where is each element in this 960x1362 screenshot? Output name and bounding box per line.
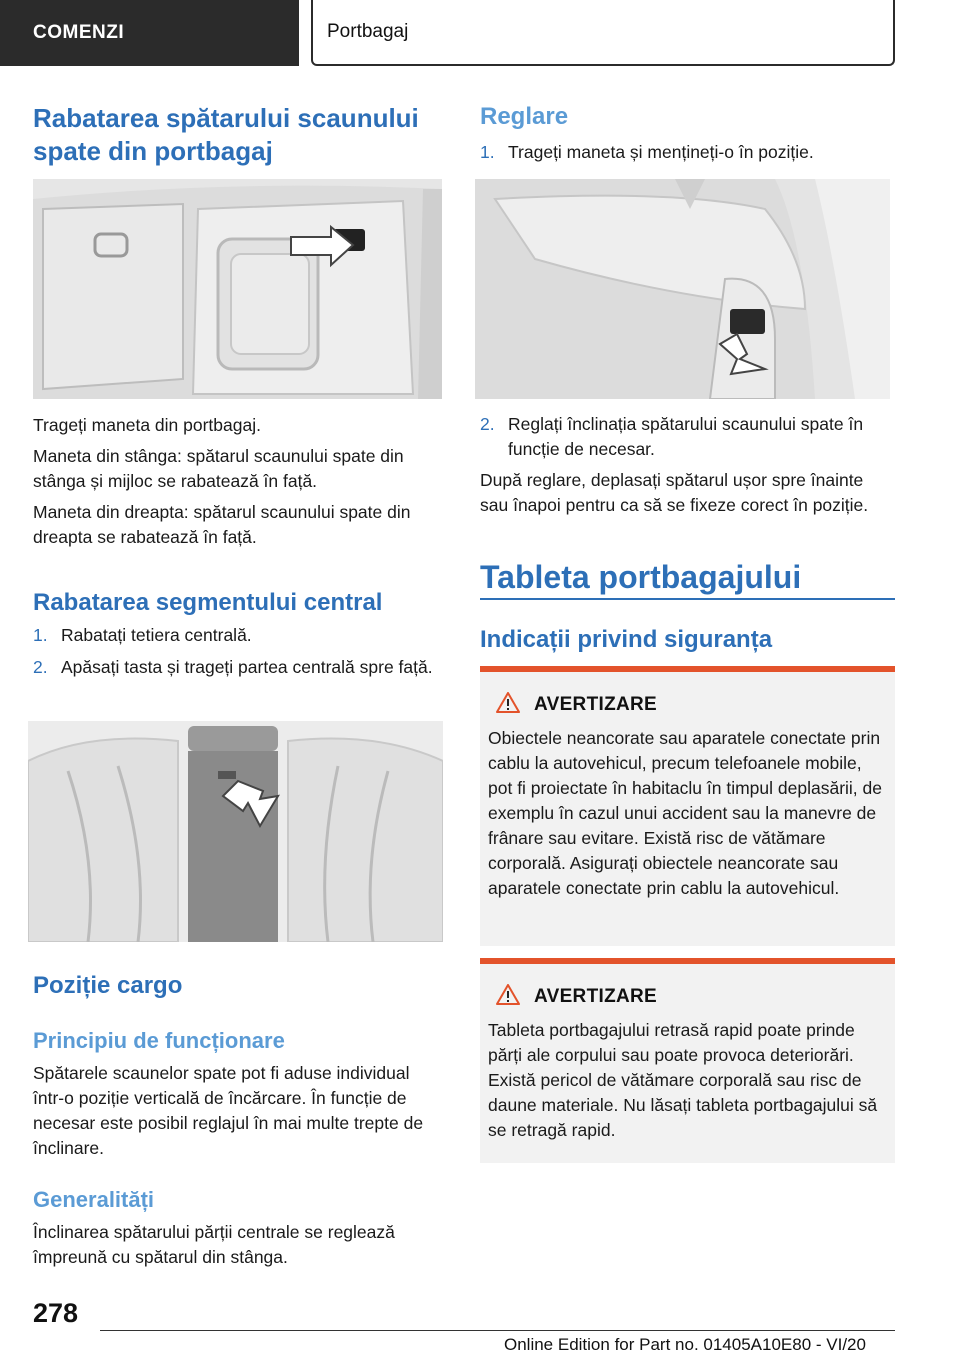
step-text: Apăsați tasta și trageți partea centrală spre față. [61, 657, 433, 677]
paragraph-operating-principle: Spătarele scaunelor spate pot fi aduse individual într-o poziție verticală de încărcare. În funcție de necesar este posibil reglajul în mai multe trepte de înclinare. [33, 1063, 424, 1158]
heading-luggage-tablet: Tableta portbagajului [480, 559, 802, 595]
topic-tab: Portbagaj [311, 0, 895, 66]
heading-general: Generalități [33, 1187, 155, 1212]
paragraph-general: Înclinarea spătarului părții centrale se reglează împreună cu spătarul din stânga. [33, 1222, 395, 1267]
heading-central-segment: Rabatarea segmentului central [33, 589, 383, 616]
paragraph-left-lever: Maneta din stânga: spătarul scaunului spate din stânga și mijloc se rabatează în față. [33, 446, 404, 491]
heading-fold-from-trunk: Rabatarea spătarului scaunului spate din portbagaj [33, 103, 419, 166]
paragraph-pull-lever: Trageți maneta din portbagaj. [33, 415, 261, 435]
heading-safety-notes: Indicații privind siguranța [480, 626, 773, 653]
footer-edition: Online Edition for Part no. 01405A10E80 - VI/20 [504, 1335, 866, 1354]
figure-adjust-lever [475, 179, 890, 399]
warning-box-1 [480, 666, 895, 946]
warning-title: AVERTIZARE [534, 986, 657, 1007]
step-text: Trageți maneta și mențineți-o în poziție. [508, 142, 814, 162]
heading-adjustment: Reglare [480, 103, 569, 130]
figure-rear-seat-central [28, 721, 443, 942]
paragraph-after-adjust: După reglare, deplasați spătarul ușor spre înainte sau înapoi pentru ca să se fixeze corect în poziție. [480, 470, 869, 515]
step-2-adjust [480, 412, 895, 462]
step-number: 2. [33, 657, 48, 677]
step-1-central [33, 623, 443, 648]
warning-text: Obiectele neancorate sau aparatele conectate prin cablu la autovehicul, precum telefoanele mobile, pot fi proiectate în habitaclu în timpul deplasării, de exemplu în cazul unui accident sau la manevre de frânare sau evitare. Există risc de vătămare corporală. Asigurați obiectele neancorate sau aparatele conectate prin cablu la autovehicul. [488, 728, 882, 898]
step-number: 2. [480, 414, 495, 434]
heading-operating-principle: Principiu de funcționare [33, 1028, 285, 1053]
section-tab: COMENZI [0, 0, 299, 66]
paragraph-right-lever: Maneta din dreapta: spătarul scaunului spate din dreapta se rabatează în față. [33, 502, 411, 547]
step-2-central [33, 655, 443, 680]
footer-rule [100, 1330, 895, 1331]
heading-cargo-position: Poziție cargo [33, 972, 183, 999]
warning-text: Tableta portbagajului retrasă rapid poate prinde părți ale corpului sau poate provoca deteriorări. Există pericol de vătămare corporală sau risc de daune materiale. Nu lăsați tableta portbagajului să se retragă rapid. [488, 1020, 878, 1140]
page-number: 278 [33, 1298, 79, 1328]
step-1-adjust [480, 140, 895, 165]
warning-box-2 [480, 958, 895, 1163]
step-text: Reglați înclinația spătarului scaunului spate în funcție de necesar. [508, 414, 864, 459]
step-number: 1. [480, 142, 495, 162]
step-text: Rabatați tetiera centrală. [61, 625, 252, 645]
warning-triangle-icon [496, 692, 520, 718]
warning-title: AVERTIZARE [534, 694, 657, 715]
section-rule [480, 598, 895, 600]
figure-trunk-lever [33, 179, 442, 399]
step-number: 1. [33, 625, 48, 645]
warning-triangle-icon [496, 984, 520, 1010]
